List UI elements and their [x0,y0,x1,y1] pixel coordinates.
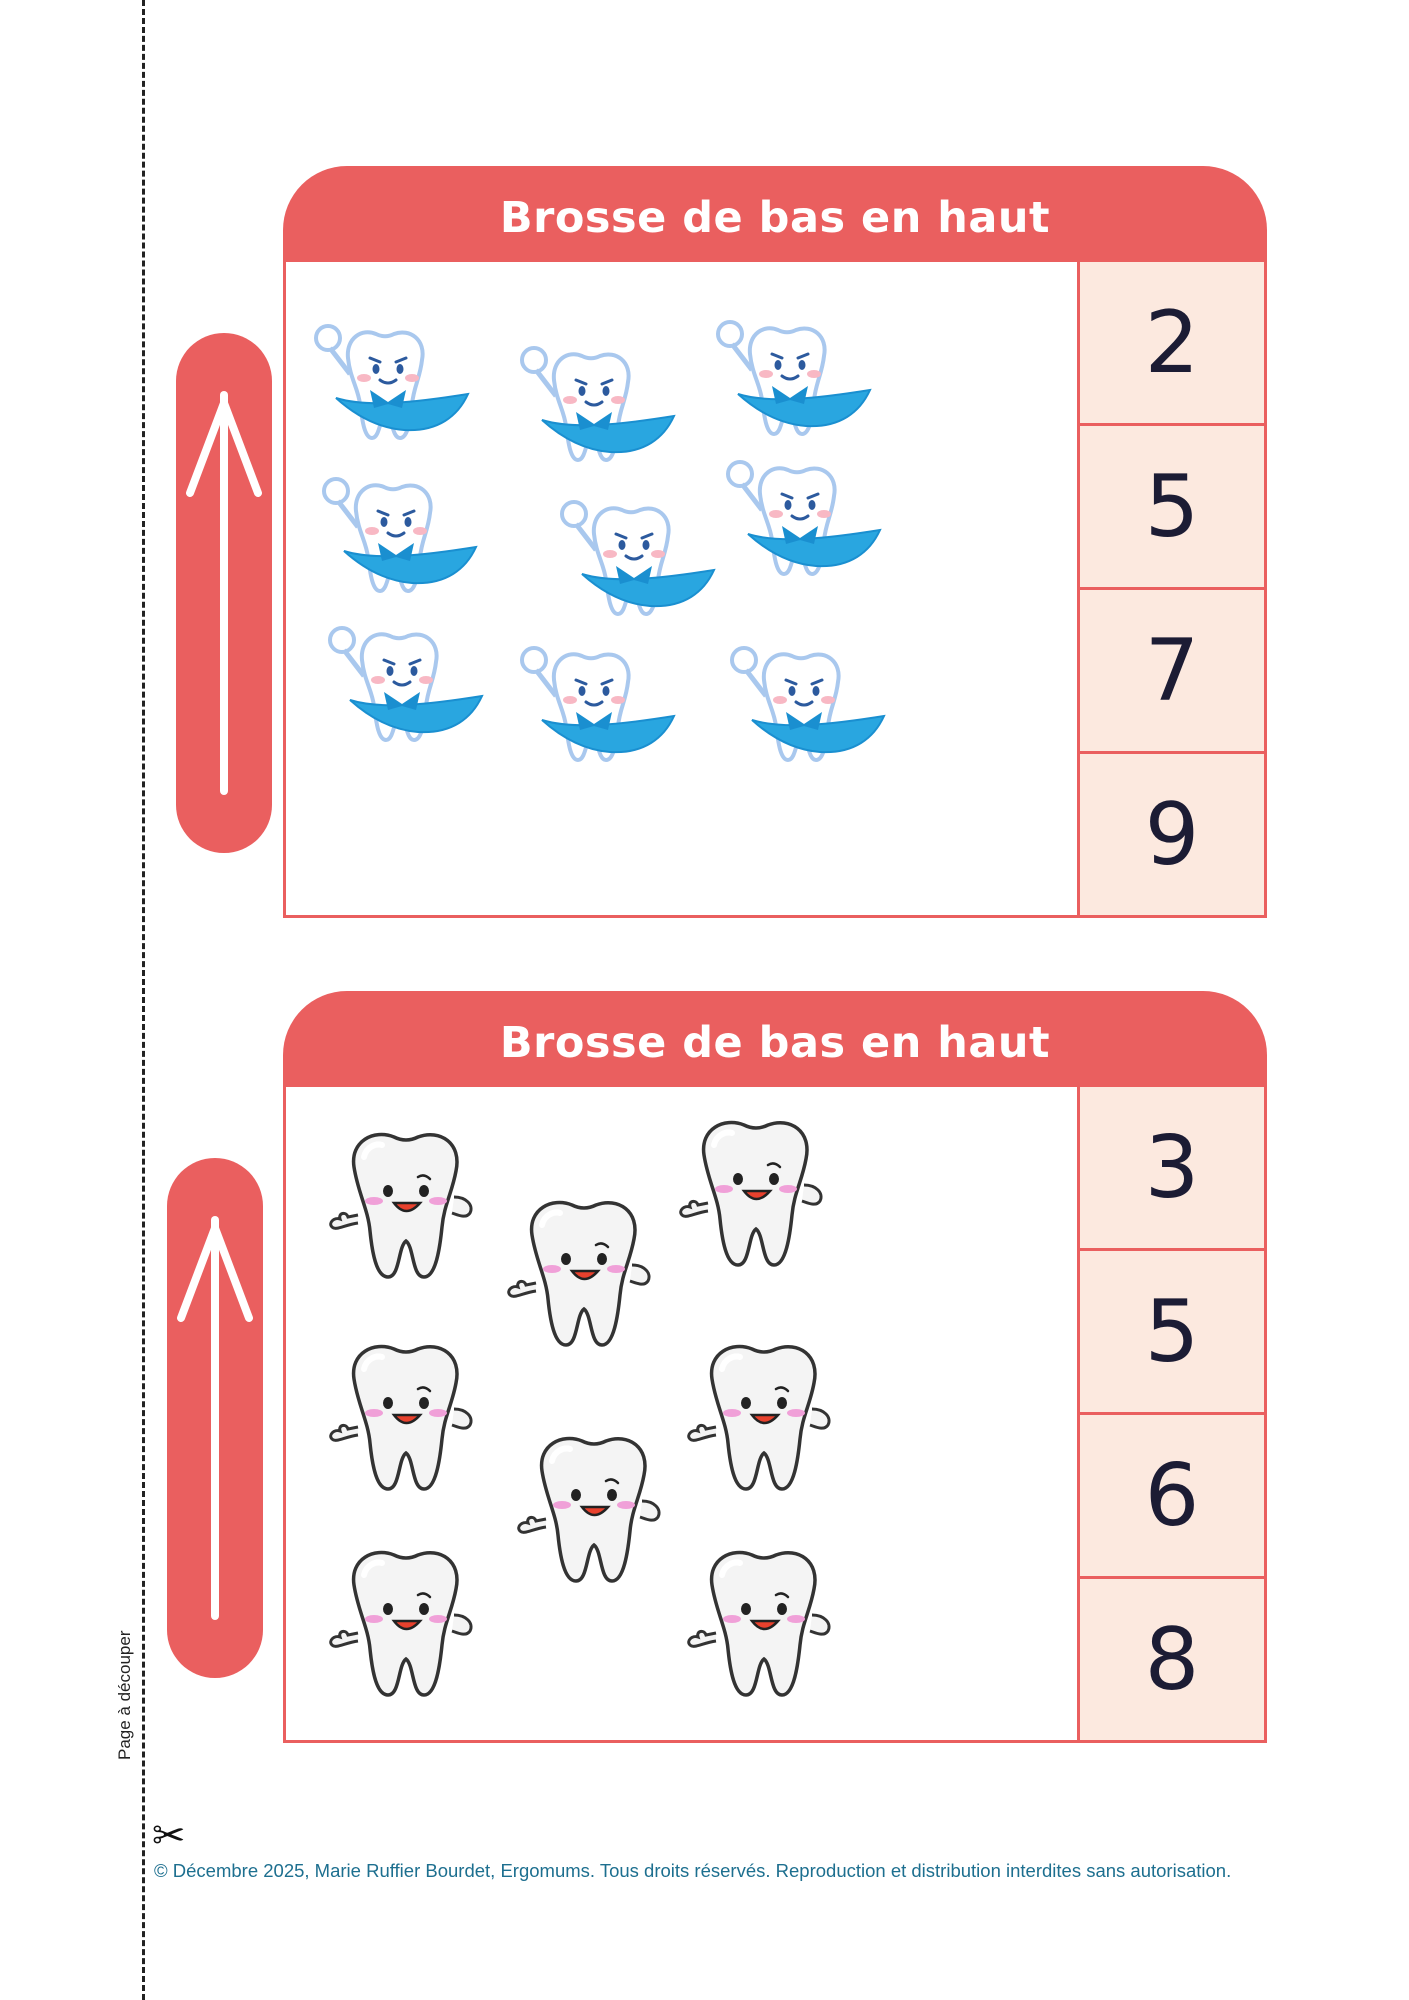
card-title: Brosse de bas en haut [499,193,1051,243]
number-choice[interactable]: 6 [1080,1412,1264,1576]
tooth-icon [682,1339,852,1513]
card-header [283,166,1267,262]
cut-label: Page à découper [115,1630,134,1760]
number-choice[interactable]: 2 [1080,262,1264,423]
tooth-icon [324,1127,494,1301]
tooth-icon [710,308,880,462]
card-title: Brosse de bas en haut [499,1018,1051,1068]
tooth-icon [720,448,890,602]
card-body [283,262,1267,918]
picture-area [286,262,1080,915]
number-column [1080,1087,1264,1740]
number-choice[interactable]: 8 [1080,1576,1264,1740]
number-choice[interactable]: 9 [1080,751,1264,915]
tooth-icon [554,488,724,642]
upward-arrow-icon [176,333,272,853]
card-body [283,1087,1267,1743]
tooth-icon [322,614,492,768]
copyright-notice: © Décembre 2025, Marie Ruffier Bourdet, Ergomums. Tous droits réservés. Reproduction et distribution interdites sans autorisation. [154,1860,1232,1881]
cut-line [142,0,145,2000]
tooth-icon [724,634,894,788]
tooth-icon [674,1115,844,1289]
tooth-icon [682,1545,852,1719]
tooth-icon [316,465,486,619]
upward-arrow-icon [167,1158,263,1678]
scissors-icon: ✂ [152,1813,186,1859]
number-choice[interactable]: 7 [1080,587,1264,751]
picture-area [286,1087,1080,1740]
card-header [283,991,1267,1087]
counting-card-1 [283,166,1267,918]
number-choice[interactable]: 5 [1080,1248,1264,1412]
tooth-icon [324,1545,494,1719]
tooth-icon [502,1195,672,1369]
tooth-icon [514,334,684,488]
tooth-icon [324,1339,494,1513]
tooth-icon [512,1431,682,1605]
tooth-icon [514,634,684,788]
counting-card-2 [283,991,1267,1743]
number-choice[interactable]: 5 [1080,423,1264,587]
tooth-icon [308,312,478,466]
number-choice[interactable]: 3 [1080,1087,1264,1248]
number-column [1080,262,1264,915]
